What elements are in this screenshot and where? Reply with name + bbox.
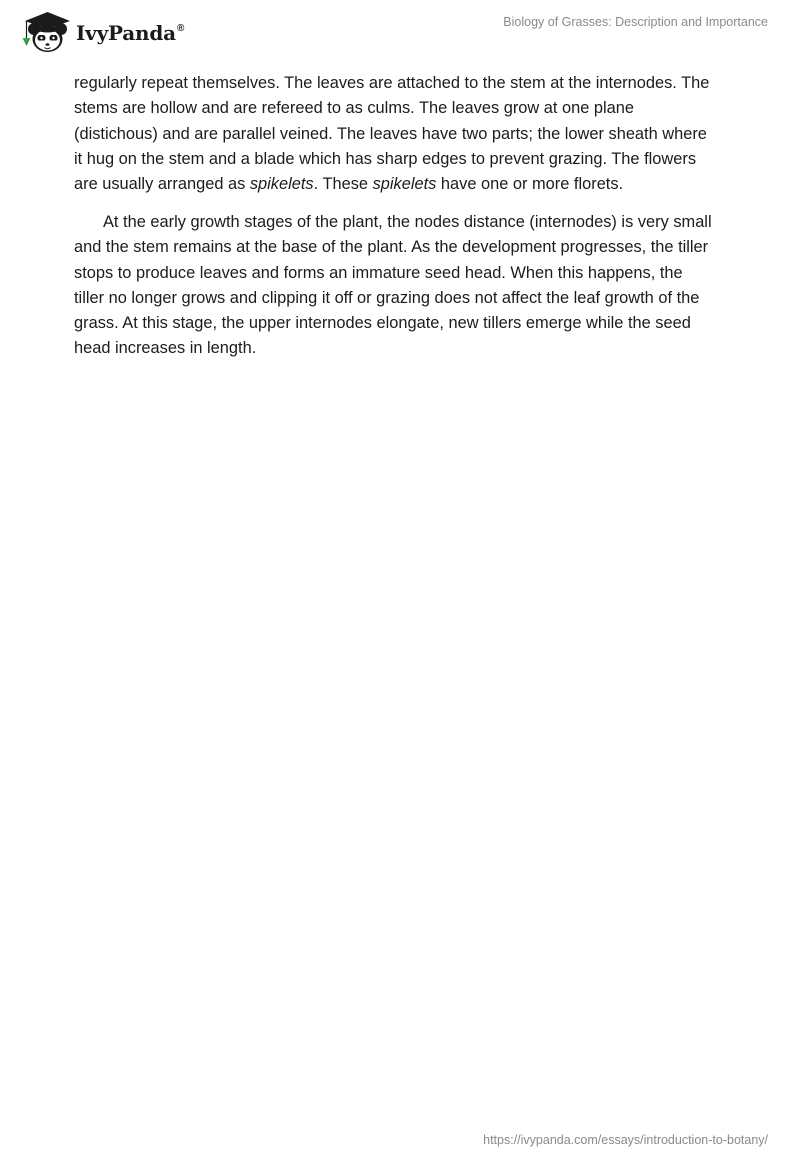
italic-term: spikelets [249,175,314,194]
text-line: stems are hollow and are refereed to as culms. The leaves grow at one plane [74,99,635,118]
text-line: stops to produce leaves and forms an immature seed head. When this happens, the [74,263,683,282]
text-line: it hug on the stem and a blade which has sharp edges to prevent grazing. The flowers [74,149,697,168]
text-run: are usually arranged as [74,175,250,194]
text-line: head increases in length. [74,339,257,358]
text-line [74,172,728,197]
source-url-link[interactable]: https://ivypanda.com/essays/introduction-to-botany/ [483,1133,768,1147]
text-line: At the early growth stages of the plant, the nodes distance (internodes) is very small [103,212,712,231]
paragraph [74,71,728,197]
text-line: tiller no longer grows and clipping it off or grazing does not affect the leaf growth of the [74,288,700,307]
text-line: regularly repeat themselves. The leaves are attached to the stem at the internodes. The [74,74,710,92]
registered-mark: ® [176,23,185,34]
italic-term: spikelets [372,175,437,194]
text-line: (distichous) and are parallel veined. The leaves have two parts; the lower sheath where [74,124,707,143]
page-header [0,0,800,60]
text-line: and the stem remains at the base of the plant. As the development progresses, the tiller [74,238,709,257]
text-run: . These [313,175,373,194]
paragraph [74,210,728,362]
brand-logo[interactable] [14,8,184,56]
text-line: grass. At this stage, the upper internodes elongate, new tillers emerge while the seed [74,314,691,333]
essay-body [74,71,728,374]
document-title: Biology of Grasses: Description and Importance [503,15,768,29]
panda-logo-icon [14,8,74,56]
text-run: have one or more florets. [436,175,624,194]
brand-name: IvyPanda® [76,21,185,45]
